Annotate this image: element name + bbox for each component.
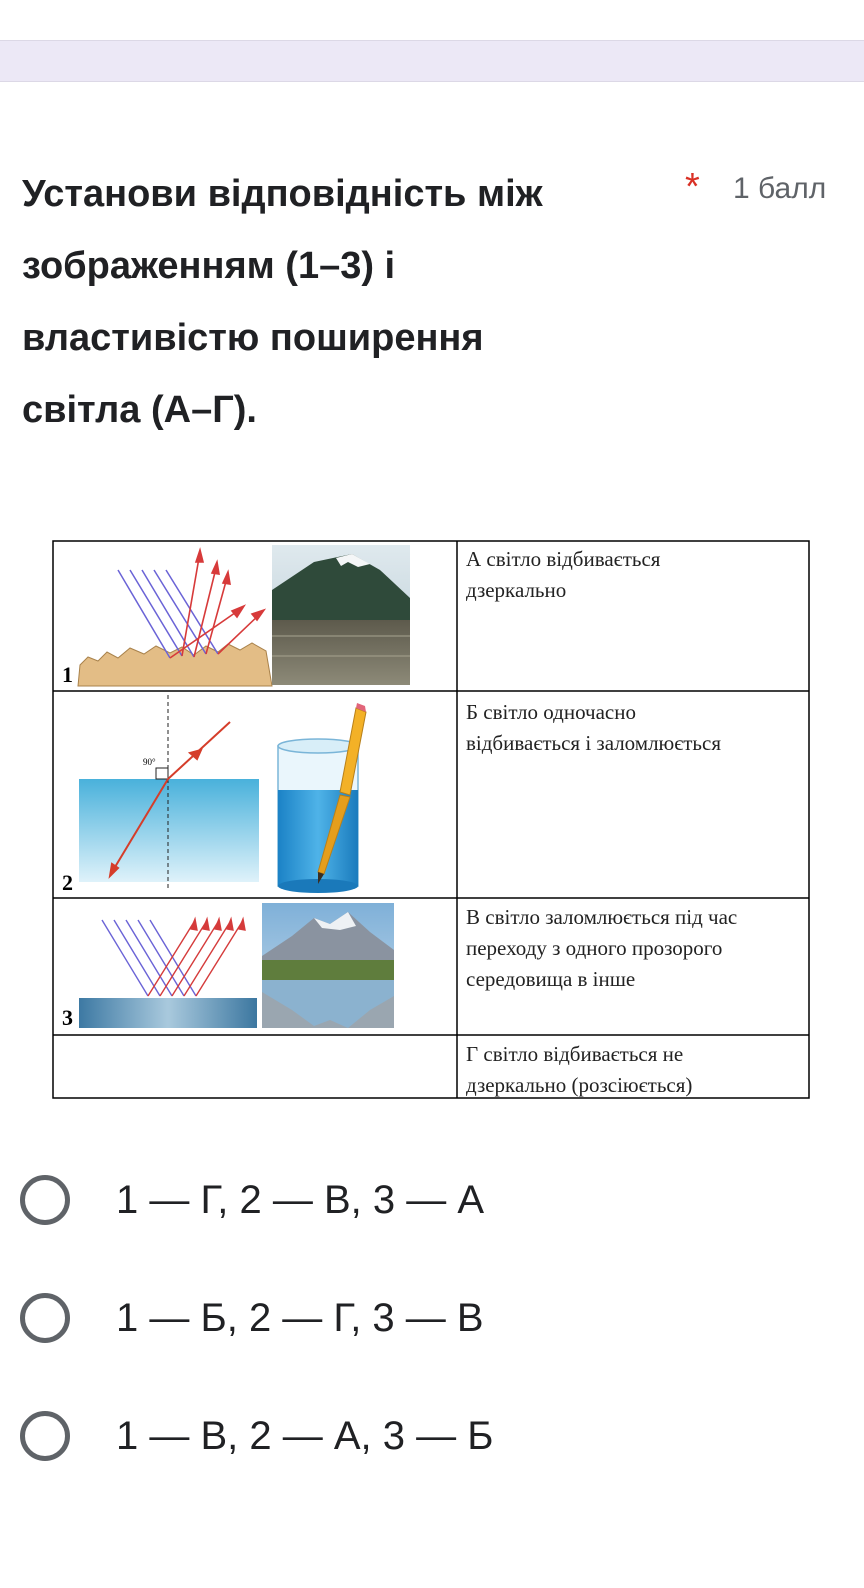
answer-option-1[interactable] bbox=[20, 1168, 720, 1232]
question-title bbox=[22, 158, 662, 446]
row-number-3: 3 bbox=[62, 1005, 73, 1030]
right-angle-label: 90° bbox=[143, 757, 156, 767]
answer-option-label: 1 — В, 2 — А, 3 — Б bbox=[116, 1413, 494, 1458]
specular-reflection-diagram bbox=[79, 919, 257, 1028]
matching-table-illustration bbox=[52, 540, 810, 1100]
property-a-line: дзеркально bbox=[466, 578, 567, 602]
property-a-line: А світло відбивається bbox=[466, 547, 661, 571]
top-band bbox=[0, 0, 864, 40]
row-number-1: 1 bbox=[62, 662, 73, 687]
property-v bbox=[466, 902, 737, 995]
property-a bbox=[466, 544, 660, 606]
refraction-diagram bbox=[79, 695, 259, 890]
form-header-strip bbox=[0, 40, 864, 82]
answer-option-label: 1 — Б, 2 — Г, 3 — В bbox=[116, 1295, 484, 1340]
property-v-line: середовища в інше bbox=[466, 967, 636, 991]
points-label: 1 балл bbox=[733, 172, 827, 205]
property-g-line: Г світло відбивається не bbox=[466, 1042, 684, 1066]
radio-button[interactable] bbox=[20, 1293, 70, 1343]
radio-button[interactable] bbox=[20, 1175, 70, 1225]
glass-with-pencil bbox=[278, 703, 366, 893]
question-line: властивістю поширення bbox=[22, 317, 484, 359]
row-number-2: 2 bbox=[62, 870, 73, 895]
question-line: зображенням (1–3) і bbox=[22, 245, 396, 287]
mountain-photo-3 bbox=[262, 903, 394, 1028]
question-line: Установи відповідність між bbox=[22, 173, 543, 215]
property-g bbox=[466, 1039, 692, 1101]
property-v-line: В світло заломлюється під час bbox=[466, 905, 738, 929]
question-line: світла (А–Г). bbox=[22, 389, 257, 431]
property-g-line: дзеркально (розсіюється) bbox=[466, 1073, 693, 1097]
radio-button[interactable] bbox=[20, 1411, 70, 1461]
answer-option-2[interactable] bbox=[20, 1286, 720, 1350]
property-b-line: відбивається і заломлюється bbox=[466, 731, 721, 755]
property-b-line: Б світло одночасно bbox=[466, 700, 636, 724]
diffuse-reflection-diagram bbox=[78, 550, 272, 686]
mountain-photo-1 bbox=[272, 545, 410, 685]
question-image bbox=[52, 540, 810, 1100]
property-v-line: переходу з одного прозорого bbox=[466, 936, 723, 960]
property-b bbox=[466, 697, 721, 759]
required-asterisk: * bbox=[685, 166, 700, 208]
answer-option-label: 1 — Г, 2 — В, 3 — А bbox=[116, 1177, 485, 1222]
answer-option-3[interactable] bbox=[20, 1404, 720, 1468]
